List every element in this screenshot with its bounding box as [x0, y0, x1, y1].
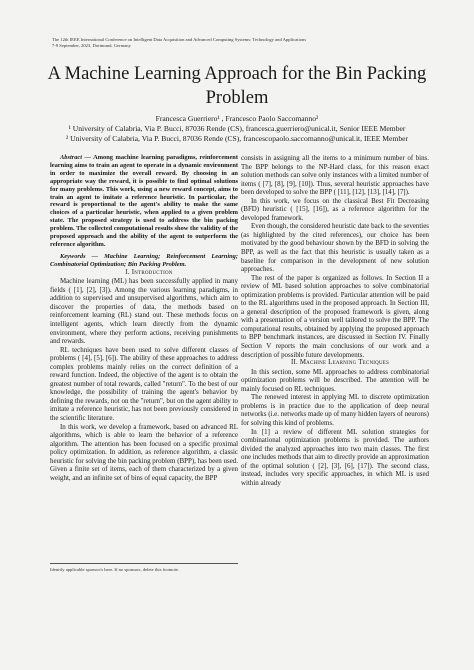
author-block: [40, 114, 434, 144]
paragraph: In [1] a review of different ML solution strategies for combinational optimization problems is provided. The authors divided the analyzed approaches into two main classes. The first one includes methods that aim to directly provide an approximation of the optimal solution ( [2], [3], [6], [17]). The second class, instead, includes very specific approaches, in which ML is used within already: [241, 427, 429, 487]
affiliation-2: ² University of Calabria, Via P. Bucci, 87036 Rende (CS), francescopaolo.saccomanno@unical.it, IEEE Member: [65, 134, 409, 143]
abstract-label: Abstract —: [60, 154, 91, 161]
keywords-label: Keywords —: [60, 252, 99, 260]
conference-line-1: The 12th IEEE International Conference on Intelligent Data Acquisition and Advanced Computing Systems: Technology and Applications: [52, 37, 307, 42]
conference-header: [52, 37, 432, 49]
paragraph: In this work, we focus on the classical Best Fit Decreasing (BFD) heuristic ( [15], [16]), as a reference algorithm for the developed framework.: [241, 196, 429, 222]
abstract: [50, 154, 238, 249]
section-heading-ml-techniques: II. Machine Learning Tecniques: [290, 359, 389, 367]
footnote: Identify applicable sponsor/s here. If no sponsors, delete this footnote.: [50, 563, 238, 573]
paragraph: In this section, some ML approaches to address combinatorial optimization problems will be described. The attention will be mainly focused on RL techniques.: [241, 367, 429, 393]
right-column: [241, 154, 429, 487]
paper-title: A Machine Learning Approach for the Bin Packing Problem: [47, 64, 427, 108]
paragraph: Even though, the considered heuristic date back to the seventies (as highlighted by the cited references), our choice has been motivated by the good behaviour shown by the BFD in solving the BPP, as well as the fact that this heuristic is usually taken as a baseline for comparison in the development of new solution approaches.: [241, 222, 429, 274]
paragraph: The rest of the paper is organized as follows. In Section II a review of ML based solution approaches to solve combinatorial optimization problems is provided. Particular attention will be paid to the RL algorithms used in the proposed approach. In Section III, a general description of the proposed framework is given, along with a presentation of a version well tailored to solve the BPP. The computational results, obtained by applying the proposed approach to BPP benchmark instances, are discussed in Section IV. Finally Section V reports the main conclusions of our work and a description of possible future developments.: [241, 273, 429, 359]
keywords-text: Machine Learning; Reinforcement Learning; Combinatorial Optimization; Bin Packing Problem.: [50, 252, 238, 268]
section-heading-introduction: I. Introduction: [125, 268, 173, 276]
paragraph: RL techniques have been used to solve different classes of problems ( [4], [5], [6]). The ability of these approaches to address complex problems mainly relies on the correct definition of a reward function. Indeed, the objective of the agent is to obtain the greatest number of total rewards, called "return". To the best of our knowledge, the possibility of training the agent's behavior by defining the rewards, not on the "return", but on the agent ability to imitate a reference heuristic, has not been previously considered in the scientific literature.: [50, 345, 238, 422]
paragraph: consists in assigning all the items to a minimum number of bins. The BPP belongs to the NP-Hard class, for this reason exact solution methods can solve only instances with a limited number of items ( [7], [8], [9], [10]). Thus, several heuristic approaches have been developed to solve the BPP ( [11], [12], [13], [14], [7]).: [241, 154, 429, 197]
abstract-text: Among machine learning paradigms, reinforcement learning aims to train an agent to operate in a dynamic environment in order to maximize the overall reward. By choosing in an appropriate way the reward, it is possible to find optimal solutions for many problems. This work, using a new reward concept, aims to train an agent to imitate a reference heuristic. In particular, the reward is proportional to the agent's ability to make the same choices of a particular heuristic, when applied to a given problem state. The proposed strategy is used to address the bin packing problem. The collected computational results show the validity of the proposed approach and the ability of the agent to outperform the reference algorithm.: [50, 154, 238, 248]
author-names: Francesca Guerriero¹ , Francesco Paolo Saccomanno²: [155, 114, 319, 123]
keywords: [50, 253, 238, 269]
paragraph: In this work, we develop a framework, based on advanced RL algorithms, which is able to learn the behavior of a reference algorithm. The attention has been focused on a specific proximal policy optimization. In addition, as reference algorithm, a classic heuristic for solving the bin packing problem (BPP), has been used. Given a finite set of items, each of them characterized by a given weight, and an infinite set of bins of equal capacity, the BPP: [50, 422, 238, 482]
affiliation-1: ¹ University of Calabria, Via P. Bucci, 87036 Rende (CS), francesca.guerriero@unical.it, Senior IEEE Member: [68, 124, 406, 133]
left-column: [50, 154, 238, 482]
paragraph: The renewed interest in applying ML to discrete optimization problems is in practice due to the application of deep neural networks (i.e. networks made up of many hidden layers of neurons) for solving this kind of problems.: [241, 393, 429, 427]
paragraph: Machine learning (ML) has been successfully applied in many fields ( [1], [2], [3]). Among the various learning paradigms, in addition to supervised and unsupervised algorithms, which aim to discover the properties of data, the methods based on reinforcement learning (RL) stand out. These methods focus on intelligent agents, which learn directly from the dynamic environment, where they perform actions, receiving punishments and rewards.: [50, 277, 238, 346]
conference-line-2: 7-9 September, 2023, Dortmund, Germany: [52, 43, 131, 48]
